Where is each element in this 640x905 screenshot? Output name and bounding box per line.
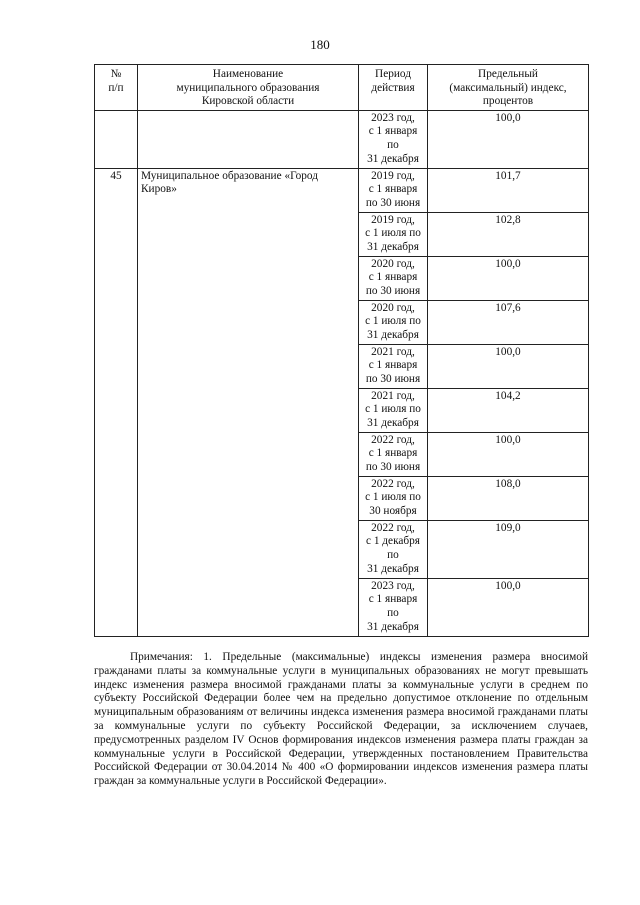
index-cell: 104,2 — [428, 388, 589, 432]
period-cell: 2023 год, с 1 января по 31 декабря — [359, 578, 428, 636]
period-cell: 2020 год, с 1 января по 30 июня — [359, 256, 428, 300]
table-row — [95, 168, 589, 212]
continuation-row — [95, 110, 589, 168]
index-cell: 100,0 — [428, 344, 589, 388]
period-cell: 2023 год, с 1 января по 31 декабря — [359, 110, 428, 168]
index-cell: 100,0 — [428, 110, 589, 168]
header-period: Период действия — [359, 65, 428, 111]
header-number: № п/п — [95, 65, 138, 111]
period-cell: 2022 год, с 1 января по 30 июня — [359, 432, 428, 476]
index-cell: 100,0 — [428, 578, 589, 636]
period-cell: 2019 год, с 1 июля по 31 декабря — [359, 212, 428, 256]
index-cell: 100,0 — [428, 432, 589, 476]
tariff-index-table — [94, 64, 589, 637]
table-header-row — [95, 65, 589, 111]
continuation-number-cell — [95, 110, 138, 168]
index-cell: 100,0 — [428, 256, 589, 300]
notes-paragraph — [94, 651, 588, 789]
index-cell: 107,6 — [428, 300, 589, 344]
page-number: 180 — [310, 37, 330, 52]
period-cell: 2021 год, с 1 июля по 31 декабря — [359, 388, 428, 432]
period-cell: 2020 год, с 1 июля по 31 декабря — [359, 300, 428, 344]
period-cell: 2019 год, с 1 января по 30 июня — [359, 168, 428, 212]
index-cell: 102,8 — [428, 212, 589, 256]
index-cell: 109,0 — [428, 520, 589, 578]
continuation-name-cell — [138, 110, 359, 168]
entry-name-cell: Муниципальное образование «Город Киров» — [138, 168, 359, 636]
period-cell: 2022 год, с 1 декабря по 31 декабря — [359, 520, 428, 578]
period-cell: 2021 год, с 1 января по 30 июня — [359, 344, 428, 388]
index-cell: 101,7 — [428, 168, 589, 212]
entry-number-cell: 45 — [95, 168, 138, 636]
header-name: Наименование муниципального образования Кировской области — [138, 65, 359, 111]
period-cell: 2022 год, с 1 июля по 30 ноября — [359, 476, 428, 520]
notes-text: Примечания: 1. Предельные (максимальные) индексы изменения размера вносимой гражданами платы за коммунальные услуги в муниципальных образованиях не могут превышать индекс изменения размера вносимой гражданами платы за коммунальные услуги в среднем по субъекту Российской Федерации более чем на предельно допустимое отклонение по отдельным муниципальным образованиям от величины индекса изменения размера вносимой гражданами платы за коммунальные услуги по субъекту Российской Федерации, за исключением случаев, предусмотренных разделом IV Основ формирования индексов изменения размера платы граждан за коммунальные услуги в Российской Федерации, утвержденных постановлением Правительства Российской Федерации от 30.04.2014 № 400 «О формировании индексов изменения размера платы граждан за коммунальные услуги в Российской Федерации». — [94, 651, 588, 788]
index-cell: 108,0 — [428, 476, 589, 520]
header-index: Предельный (максимальный) индекс, процентов — [428, 65, 589, 111]
